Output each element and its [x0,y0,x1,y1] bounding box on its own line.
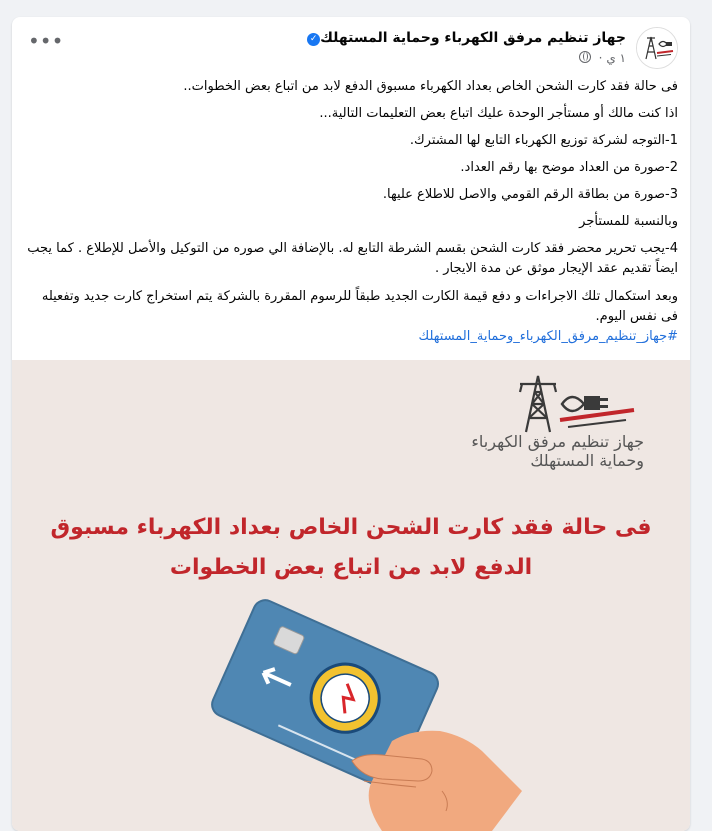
post-body [24,77,678,347]
post-paragraph: 2-صورة من العداد موضح بها رقم العداد. [460,160,678,175]
page-name-link[interactable] [303,30,626,46]
post-paragraph: 1-التوجه لشركة توزيع الكهرباء التابع لها المشترك. [409,133,678,148]
post-paragraph: وبالنسبة للمستأجر [579,214,678,229]
image-headline-line2: الدفع لابد من اتباع بعض الخطوات [169,555,533,580]
page-name-text: جهاز تنظيم مرفق الكهرباء وحماية المستهلك [320,30,626,46]
post-time[interactable]: ١ ي [606,51,626,65]
prepaid-card-illustration [12,591,690,831]
more-options-icon[interactable]: ••• [28,29,64,53]
dot-separator: · [598,51,603,65]
post-paragraph: فى حالة فقد كارت الشحن الخاص بعداد الكهرباء مسبوق الدفع لابد من اتباع بعض الخطوات.. [183,79,678,94]
post-meta [579,51,626,65]
image-headline-line1: فى حالة فقد كارت الشحن الخاص بعداد الكهرباء مسبوق [50,515,652,540]
verified-badge-icon: ✓ [307,33,320,46]
image-headline [12,508,690,588]
org-logo-icon [508,370,648,440]
post-image[interactable] [12,360,690,831]
post-paragraph: 4-يجب تحرير محضر فقد كارت الشحن بقسم الشرطة التابع له. بالإضافة الي صوره من التوكيل والأصل للإطلاع . كما يجب ايضاً تقديم عقد الإيجار موثق عن مدة الايجار . [27,241,678,276]
post-header [12,17,690,77]
page-avatar[interactable] [636,27,678,69]
post-paragraph: وبعد استكمال تلك الاجراءات و دفع قيمة الكارت الجديد طبقاً للرسوم المقررة بالشركة يتم استخراج كارت جديد وتفعيله فى نفس اليوم. [41,289,678,324]
hashtag-link[interactable]: #جهاز_تنظيم_مرفق_الكهرباء_وحماية_المستهلك [418,329,678,344]
image-org-line1: جهاز تنظيم مرفق الكهرباء [471,432,644,451]
facebook-post [12,17,690,831]
globe-icon [579,51,591,63]
post-paragraph: اذا كنت مالك أو مستأجر الوحدة عليك اتباع بعض التعليمات التالية... [319,106,678,121]
image-org-line2: وحماية المستهلك [530,451,644,470]
egyptera-logo-icon [637,28,677,68]
post-paragraph: 3-صورة من بطاقة الرقم القومي والاصل للاطلاع عليها. [382,187,678,202]
image-org-name [471,432,644,470]
